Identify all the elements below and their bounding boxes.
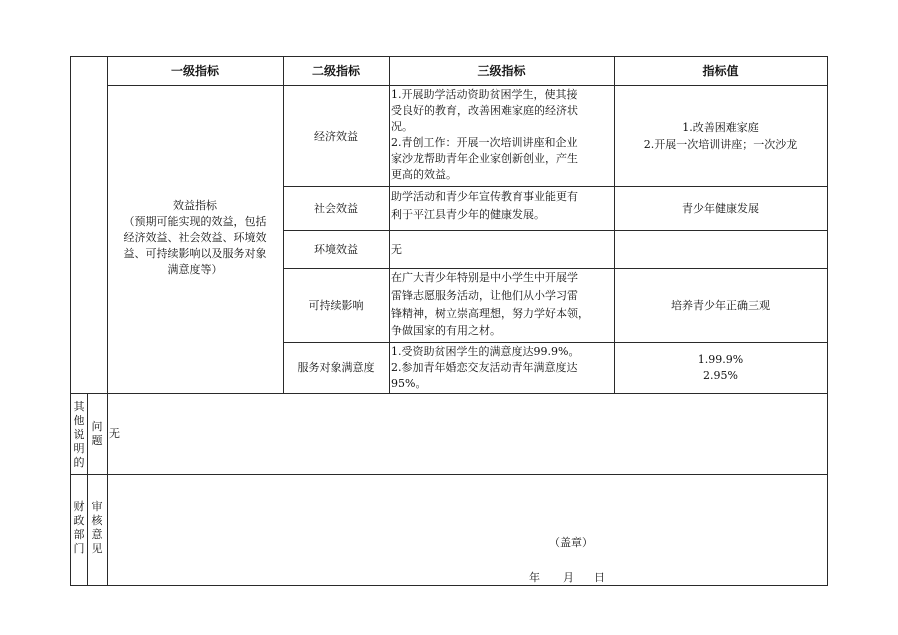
finance-date-month: 月 (563, 571, 574, 584)
header-bottom-line (107, 85, 828, 86)
label-column-line (87, 393, 88, 586)
section-divider-finance (70, 474, 828, 475)
level2-economic: 经济效益 (314, 130, 358, 143)
level1-title: 效益指标 (173, 199, 217, 212)
col3-left-line (389, 56, 390, 394)
col2-left-line (283, 56, 284, 394)
section-divider-other (70, 393, 828, 394)
other-label-inner: 问题 (91, 420, 103, 447)
value-economic-line-1: 1.改善困难家庭 (682, 121, 759, 134)
col4-left-line (614, 56, 615, 394)
level3-satisfaction-line-2: 2.参加青年婚恋交友活动青年满意度达 (391, 361, 578, 374)
level3-economic-line-4: 2.青创工作：开展一次培训讲座和企业 (391, 136, 578, 149)
finance-date-day: 日 (594, 571, 605, 584)
value-economic-line-2: 2.开展一次培训讲座；一次沙龙 (643, 138, 798, 151)
indicator-area-left-line (107, 56, 108, 586)
level3-sustainable-line-3: 锋精神，树立崇高理想，努力学好本领， (391, 307, 589, 320)
value-satisfaction-line-1: 1.99.9% (697, 353, 744, 366)
table-border-bottom (70, 585, 828, 586)
value-sustainable: 培养青少年正确三观 (671, 299, 770, 312)
level3-economic-line-1: 1.开展助学活动资助贫困学生，使其接 (391, 88, 578, 101)
level1-desc-line-2: 经济效益、社会效益、环境效 (123, 231, 267, 244)
level3-social-line-2: 利于平江县青少年的健康发展。 (391, 208, 545, 221)
row-divider-1 (283, 186, 828, 187)
level3-environment: 无 (391, 243, 402, 256)
header-level1: 一级指标 (170, 64, 219, 78)
table-border-right (827, 56, 828, 586)
value-social: 青少年健康发展 (682, 202, 759, 215)
header-level2: 二级指标 (311, 64, 360, 78)
level2-social: 社会效益 (314, 202, 358, 215)
level3-satisfaction-line-1: 1.受资助贫困学生的满意度达99.9%。 (391, 345, 580, 358)
value-satisfaction-line-2: 2.95% (703, 369, 738, 382)
header-level3: 三级指标 (477, 64, 526, 78)
finance-seal: （盖章） (549, 536, 593, 549)
level2-environment: 环境效益 (314, 243, 358, 256)
level3-economic-line-6: 更高的效益。 (391, 168, 457, 181)
other-content: 无 (109, 427, 120, 440)
level1-desc-line-3: 益、可持续影响以及服务对象 (123, 247, 267, 260)
row-divider-2 (283, 230, 828, 231)
row-divider-3 (283, 268, 828, 269)
header-value: 指标值 (702, 64, 739, 78)
other-label-outer: 其他说明的 (73, 400, 85, 469)
table-border-top (70, 56, 828, 57)
level1-desc-line-4: 满意度等） (167, 263, 223, 276)
level3-economic-line-5: 家沙龙帮助青年企业家创新创业，产生 (391, 152, 578, 165)
level2-satisfaction: 服务对象满意度 (297, 361, 375, 374)
level3-sustainable-line-4: 争做国家的有用之材。 (391, 324, 501, 337)
table-border-left (70, 56, 71, 586)
level3-satisfaction-line-3: 95%。 (391, 377, 427, 390)
level3-sustainable-line-1: 在广大青少年特别是中小学生中开展学 (391, 271, 578, 284)
level3-economic-line-2: 受良好的教育，改善困难家庭的经济状 (391, 104, 578, 117)
level2-sustainable: 可持续影响 (308, 299, 364, 312)
finance-date-year: 年 (529, 571, 540, 584)
finance-label-outer: 财政部门 (73, 500, 85, 555)
level3-economic-line-3: 况。 (391, 120, 413, 133)
level3-social-line-1: 助学活动和青少年宣传教育事业能更有 (391, 190, 578, 203)
level1-desc-line-1: （预期可能实现的效益，包括 (123, 215, 267, 228)
row-divider-4 (283, 342, 828, 343)
level3-sustainable-line-2: 雷锋志愿服务活动，让他们从小学习雷 (391, 289, 578, 302)
finance-label-inner: 审核意见 (91, 500, 103, 555)
